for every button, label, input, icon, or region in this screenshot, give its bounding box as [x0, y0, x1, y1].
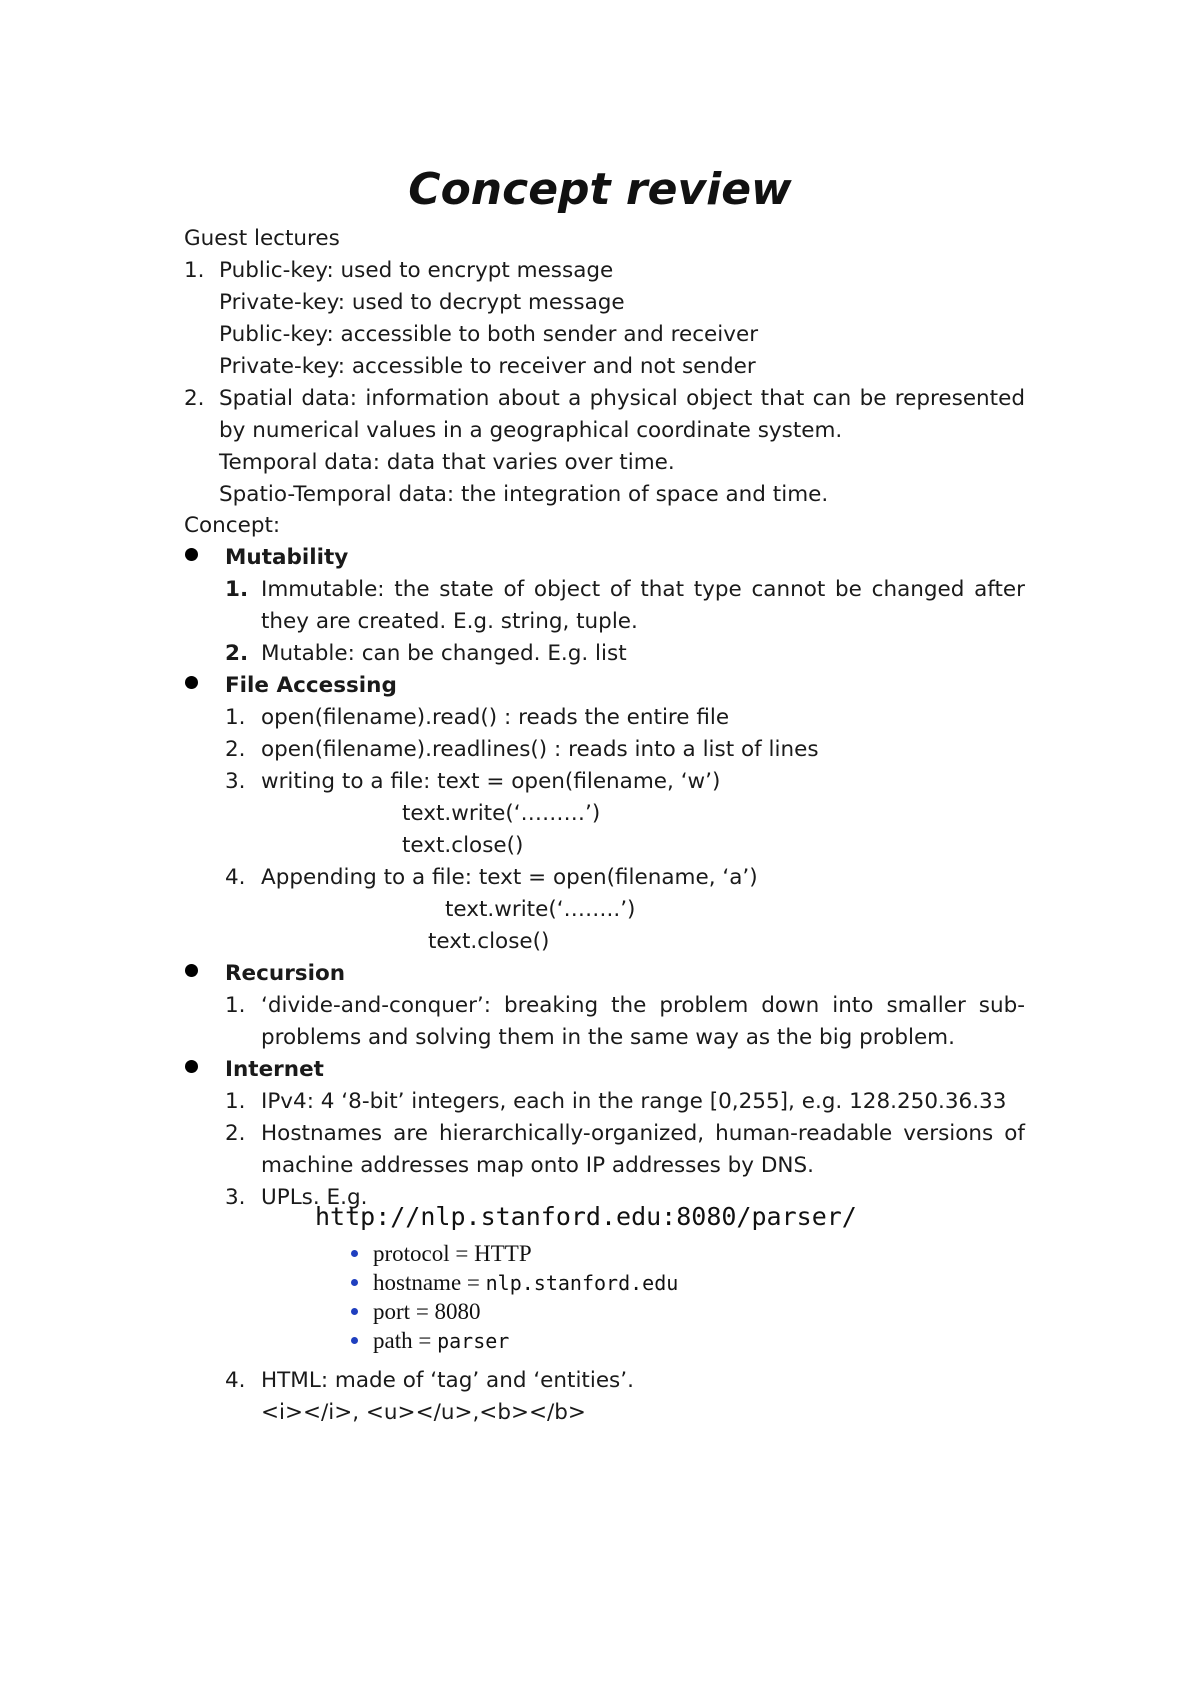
section-title-internet: Internet [225, 1057, 324, 1082]
list-item-line: Temporal data: data that varies over time. [219, 450, 675, 475]
list-item-line: Immutable: the state of object of that type cannot be changed after [261, 577, 1025, 602]
list-number: 3. [225, 769, 246, 794]
list-item-line: HTML: made of ‘tag’ and ‘entities’. [261, 1368, 634, 1393]
code-line: text.write(‘………’) [402, 801, 601, 826]
bullet-dot-icon [351, 1337, 358, 1344]
list-item-line: Mutable: can be changed. E.g. list [261, 641, 627, 666]
list-number: 1. [225, 705, 246, 730]
code-line: text.write(‘……..’) [445, 897, 636, 922]
url-part-eq: = [455, 1241, 469, 1266]
code-line: text.close() [402, 833, 524, 858]
url-part-label: hostname [373, 1270, 462, 1295]
list-number: 1. [225, 1089, 246, 1114]
url-part-value: nlp.stanford.edu [485, 1271, 679, 1295]
list-item-line: ‘divide-and-conquer’: breaking the problem down into smaller sub- [261, 993, 1025, 1018]
url-part-eq: = [418, 1328, 432, 1353]
list-number: 2. [225, 641, 249, 666]
url-part-eq: = [415, 1299, 429, 1324]
list-item-line: by numerical values in a geographical coordinate system. [219, 418, 843, 443]
list-item-line: Private-key: used to decrypt message [219, 290, 625, 315]
list-number: 2. [225, 1121, 246, 1146]
list-item-line: open(filename).read() : reads the entire file [261, 705, 730, 730]
concept-heading: Concept: [184, 513, 281, 538]
list-item-line: Private-key: accessible to receiver and not sender [219, 354, 756, 379]
url-part-eq: = [466, 1270, 480, 1295]
url-part-label: port [373, 1299, 411, 1324]
url-part-value: 8080 [434, 1299, 481, 1324]
url-part-path [373, 1326, 509, 1356]
url-part-label: protocol [373, 1241, 450, 1266]
bullet-icon [185, 548, 198, 561]
bullet-dot-icon [351, 1279, 358, 1286]
list-item-line: machine addresses map onto IP addresses by DNS. [261, 1153, 814, 1178]
bullet-icon [185, 1060, 198, 1073]
list-item-line: problems and solving them in the same way as the big problem. [261, 1025, 955, 1050]
list-item-line: <i></i>, <u></u>,<b></b> [261, 1400, 586, 1425]
section-title-file-accessing: File Accessing [225, 673, 397, 698]
url-example: http://nlp.stanford.edu:8080/parser/ [315, 1202, 857, 1231]
section-title-recursion: Recursion [225, 961, 346, 986]
url-part-value: HTTP [474, 1241, 532, 1266]
list-number: 2. [225, 737, 246, 762]
list-item-line: UPLs. E.g. [261, 1185, 368, 1210]
url-part-hostname [373, 1268, 678, 1298]
url-part-protocol [373, 1239, 532, 1268]
list-number: 1. [225, 993, 246, 1018]
bullet-dot-icon [351, 1250, 358, 1257]
list-item-line: Spatio-Temporal data: the integration of space and time. [219, 482, 829, 507]
list-number: 1. [184, 258, 205, 283]
list-item-line: Public-key: accessible to both sender and receiver [219, 322, 759, 347]
list-number: 2. [184, 386, 205, 411]
list-item-line: open(filename).readlines() : reads into a list of lines [261, 737, 819, 762]
list-item-line: they are created. E.g. string, tuple. [261, 609, 638, 634]
list-item-line: Hostnames are hierarchically-organized, human-readable versions of [261, 1121, 1025, 1146]
list-item-line: Spatial data: information about a physical object that can be represented [219, 386, 1025, 411]
list-item-line: Appending to a file: text = open(filename, ‘a’) [261, 865, 758, 890]
url-part-port [373, 1297, 481, 1326]
code-line: text.close() [428, 929, 550, 954]
list-number: 4. [225, 865, 246, 890]
guest-lectures-heading: Guest lectures [184, 226, 340, 251]
section-title-mutability: Mutability [225, 545, 349, 570]
list-number: 4. [225, 1368, 246, 1393]
bullet-icon [185, 964, 198, 977]
list-item-line: IPv4: 4 ‘8-bit’ integers, each in the range [0,255], e.g. 128.250.36.33 [261, 1089, 1007, 1114]
url-part-value: parser [437, 1329, 510, 1353]
list-number: 3. [225, 1185, 246, 1210]
list-item-line: writing to a file: text = open(filename, ‘w’) [261, 769, 721, 794]
list-number: 1. [225, 577, 249, 602]
url-part-label: path [373, 1328, 413, 1353]
bullet-dot-icon [351, 1308, 358, 1315]
list-item-line: Public-key: used to encrypt message [219, 258, 614, 283]
page-title: Concept review [408, 164, 792, 215]
bullet-icon [185, 676, 198, 689]
